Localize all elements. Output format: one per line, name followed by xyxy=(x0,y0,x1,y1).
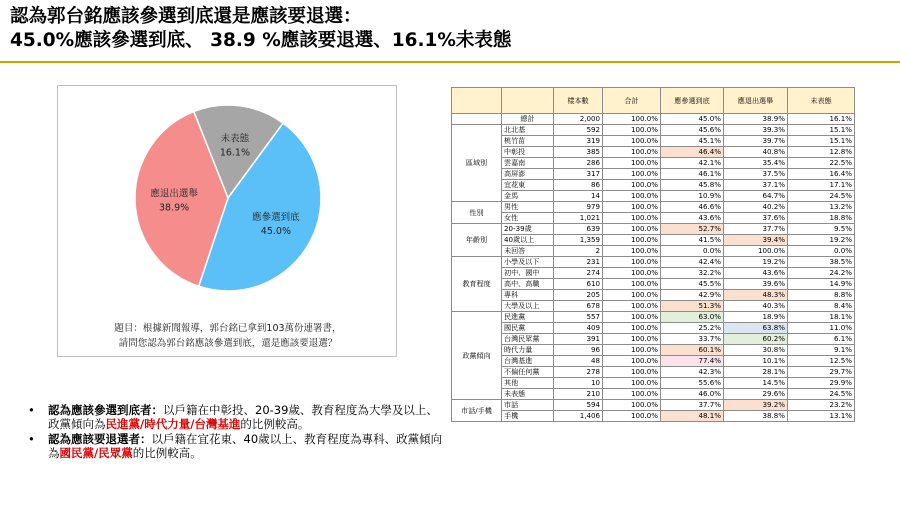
table-cell: 100.0% xyxy=(603,356,661,367)
header-blank xyxy=(452,88,502,114)
table-cell: 231 xyxy=(554,257,603,268)
table-cell: 40.8% xyxy=(724,147,788,158)
table-cell: 319 xyxy=(554,136,603,147)
table-cell: 24.2% xyxy=(788,268,855,279)
table-row xyxy=(452,158,855,169)
row-label: 初中、國中 xyxy=(502,268,554,279)
table-cell: 0.0% xyxy=(661,246,724,257)
table-cell: 46.1% xyxy=(661,169,724,180)
finding-text-end: 的比例較高。 xyxy=(240,416,310,431)
table-cell: 592 xyxy=(554,125,603,136)
finding-item xyxy=(28,404,448,431)
table-cell: 1,406 xyxy=(554,411,603,422)
table-cell: 10.9% xyxy=(661,191,724,202)
row-label: 雲嘉南 xyxy=(502,158,554,169)
table-cell: 46.6% xyxy=(661,202,724,213)
table-cell: 29.6% xyxy=(724,389,788,400)
row-label: 男性 xyxy=(502,202,554,213)
table-cell: 60.1% xyxy=(661,345,724,356)
table-cell: 100.0% xyxy=(603,235,661,246)
table-cell: 100.0% xyxy=(603,180,661,191)
table-cell: 51.3% xyxy=(661,301,724,312)
table-cell: 10 xyxy=(554,378,603,389)
table-cell: 385 xyxy=(554,147,603,158)
table-cell: 100.0% xyxy=(603,367,661,378)
table-cell: 32.2% xyxy=(661,268,724,279)
table-cell: 18.9% xyxy=(724,312,788,323)
table-cell: 63.0% xyxy=(661,312,724,323)
table-cell: 42.3% xyxy=(661,367,724,378)
table-cell: 37.5% xyxy=(724,169,788,180)
table-cell: 100.0% xyxy=(603,158,661,169)
table-cell: 274 xyxy=(554,268,603,279)
table-row xyxy=(452,301,855,312)
table-cell: 100.0% xyxy=(603,147,661,158)
column-header: 應參選到底 xyxy=(661,88,724,114)
table-row xyxy=(452,235,855,246)
table-cell: 594 xyxy=(554,400,603,411)
table-cell: 100.0% xyxy=(603,202,661,213)
table-row xyxy=(452,334,855,345)
table-cell: 557 xyxy=(554,312,603,323)
group-label: 政黨傾向 xyxy=(452,312,502,400)
row-label: 桃竹苗 xyxy=(502,136,554,147)
table-cell: 45.8% xyxy=(661,180,724,191)
table-cell: 210 xyxy=(554,389,603,400)
row-label: 高中、高職 xyxy=(502,279,554,290)
table-cell: 678 xyxy=(554,301,603,312)
table-cell: 52.7% xyxy=(661,224,724,235)
row-label: 大學及以上 xyxy=(502,301,554,312)
slide-title-line1: 認為郭台銘應該參選到底還是應該要退選： xyxy=(10,6,362,27)
finding-text: 以戶籍在中彰投、20-39歲、教育程度為大學及以上、 政黨傾向為 xyxy=(48,403,438,431)
table-cell: 12.5% xyxy=(788,356,855,367)
table-row xyxy=(452,169,855,180)
table-row xyxy=(452,268,855,279)
table-cell: 100.0% xyxy=(603,169,661,180)
header-blank xyxy=(502,88,554,114)
table-row xyxy=(452,147,855,158)
row-label: 台灣基進 xyxy=(502,356,554,367)
table-cell: 12.8% xyxy=(788,147,855,158)
table-cell: 639 xyxy=(554,224,603,235)
pie-slice-value: 45.0% xyxy=(260,225,291,237)
table-cell: 100.0% xyxy=(603,136,661,147)
table-cell: 13.2% xyxy=(788,202,855,213)
table-cell: 100.0% xyxy=(603,213,661,224)
column-header: 應退出選舉 xyxy=(724,88,788,114)
pie-slice-label: 應退出選舉 xyxy=(150,188,198,200)
question-note-line2: 請問您認為郭台銘應該參選到底，還是應該要退選？ xyxy=(118,338,338,349)
table-cell: 86 xyxy=(554,180,603,191)
table-cell: 286 xyxy=(554,158,603,169)
bullet: • xyxy=(28,403,35,417)
table-cell: 41.5% xyxy=(661,235,724,246)
table-cell: 38.8% xyxy=(724,411,788,422)
table-cell: 46.0% xyxy=(661,389,724,400)
table-cell: 14 xyxy=(554,191,603,202)
table-cell: 60.2% xyxy=(724,334,788,345)
row-label: 20-39歲 xyxy=(502,224,554,235)
table-row xyxy=(452,136,855,147)
table-cell: 278 xyxy=(554,367,603,378)
bullet: • xyxy=(28,432,35,446)
table-cell: 64.7% xyxy=(724,191,788,202)
row-label: 小學及以下 xyxy=(502,257,554,268)
table-cell: 29.7% xyxy=(788,367,855,378)
table-row xyxy=(452,246,855,257)
table-cell: 9.1% xyxy=(788,345,855,356)
table-row xyxy=(452,290,855,301)
table-cell: 100.0% xyxy=(603,125,661,136)
table-cell: 14.5% xyxy=(724,378,788,389)
table-cell: 100.0% xyxy=(603,114,661,125)
table-cell: 19.2% xyxy=(724,257,788,268)
table-cell: 2,000 xyxy=(554,114,603,125)
table-cell: 100.0% xyxy=(603,345,661,356)
row-label: 時代力量 xyxy=(502,345,554,356)
table-cell: 100.0% xyxy=(603,378,661,389)
row-label: 不偏任何黨 xyxy=(502,367,554,378)
table-cell: 18.8% xyxy=(788,213,855,224)
table-cell: 100.0% xyxy=(724,246,788,257)
row-label: 國民黨 xyxy=(502,323,554,334)
row-label: 宜花東 xyxy=(502,180,554,191)
table-row xyxy=(452,411,855,422)
table-row xyxy=(452,191,855,202)
group-label: 區域別 xyxy=(452,125,502,202)
group-label: 教育程度 xyxy=(452,257,502,312)
table-cell: 28.1% xyxy=(724,367,788,378)
table-cell: 46.4% xyxy=(661,147,724,158)
table-cell: 29.9% xyxy=(788,378,855,389)
table-cell: 6.1% xyxy=(788,334,855,345)
table-row xyxy=(452,257,855,268)
table-cell: 18.1% xyxy=(788,312,855,323)
group-label: 性別 xyxy=(452,202,502,224)
row-label: 總計 xyxy=(502,114,554,125)
table-cell: 100.0% xyxy=(603,400,661,411)
table-cell: 8.8% xyxy=(788,290,855,301)
table-cell: 48.1% xyxy=(661,411,724,422)
table-cell: 15.1% xyxy=(788,136,855,147)
table-cell: 391 xyxy=(554,334,603,345)
table-cell: 25.2% xyxy=(661,323,724,334)
table-cell: 205 xyxy=(554,290,603,301)
table-cell: 38.9% xyxy=(724,114,788,125)
table-cell: 48 xyxy=(554,356,603,367)
crosstab-table xyxy=(451,87,855,422)
table-cell: 96 xyxy=(554,345,603,356)
pie-slice-value: 38.9% xyxy=(158,202,190,214)
table-cell: 22.5% xyxy=(788,158,855,169)
table-cell: 55.6% xyxy=(661,378,724,389)
table-row-total xyxy=(452,114,855,125)
table-cell: 100.0% xyxy=(603,268,661,279)
table-cell: 100.0% xyxy=(603,279,661,290)
table-cell: 16.4% xyxy=(788,169,855,180)
table-cell: 1,021 xyxy=(554,213,603,224)
table-row xyxy=(452,180,855,191)
table-cell: 37.7% xyxy=(661,400,724,411)
table-cell: 43.6% xyxy=(724,268,788,279)
table-cell: 2 xyxy=(554,246,603,257)
finding-text: 以戶籍在宜花東、40歲以上、教育程度為專科、政黨傾向為 xyxy=(48,432,443,460)
table-row xyxy=(452,356,855,367)
table-cell: 42.4% xyxy=(661,257,724,268)
header-divider xyxy=(0,61,900,63)
row-label: 其他 xyxy=(502,378,554,389)
table-cell: 39.4% xyxy=(724,235,788,246)
table-cell: 1,359 xyxy=(554,235,603,246)
table-cell: 33.7% xyxy=(661,334,724,345)
column-header: 未表態 xyxy=(788,88,855,114)
table-cell: 39.7% xyxy=(724,136,788,147)
table-cell: 100.0% xyxy=(603,312,661,323)
table-cell: 39.2% xyxy=(724,400,788,411)
table-row xyxy=(452,323,855,334)
table-cell: 100.0% xyxy=(603,191,661,202)
table-row xyxy=(452,213,855,224)
table-cell: 40.3% xyxy=(724,301,788,312)
findings-list xyxy=(28,404,448,462)
table-cell: 39.6% xyxy=(724,279,788,290)
table-row xyxy=(452,367,855,378)
table-row xyxy=(452,125,855,136)
table-cell: 37.6% xyxy=(724,213,788,224)
table-cell: 13.1% xyxy=(788,411,855,422)
table-cell: 8.4% xyxy=(788,301,855,312)
table-cell: 48.3% xyxy=(724,290,788,301)
table-cell: 42.1% xyxy=(661,158,724,169)
row-label: 手機 xyxy=(502,411,554,422)
table-cell: 37.7% xyxy=(724,224,788,235)
row-label: 市話 xyxy=(502,400,554,411)
table-cell: 100.0% xyxy=(603,257,661,268)
table-cell: 17.1% xyxy=(788,180,855,191)
table-cell: 77.4% xyxy=(661,356,724,367)
table-row xyxy=(452,202,855,213)
table-cell: 35.4% xyxy=(724,158,788,169)
table-cell: 63.8% xyxy=(724,323,788,334)
table-cell: 610 xyxy=(554,279,603,290)
row-label: 高屏澎 xyxy=(502,169,554,180)
table-row xyxy=(452,400,855,411)
table-cell: 100.0% xyxy=(603,334,661,345)
group-label: 市話/手機 xyxy=(452,400,502,422)
table-cell: 14.9% xyxy=(788,279,855,290)
row-label: 金馬 xyxy=(502,191,554,202)
table-row xyxy=(452,389,855,400)
table-cell: 9.5% xyxy=(788,224,855,235)
table-cell: 43.6% xyxy=(661,213,724,224)
table-cell: 100.0% xyxy=(603,290,661,301)
table-cell: 24.5% xyxy=(788,389,855,400)
table-row xyxy=(452,312,855,323)
row-label: 未表態 xyxy=(502,389,554,400)
table-row xyxy=(452,279,855,290)
finding-highlight: 民進黨/時代力量/台灣基進 xyxy=(105,416,241,431)
row-label: 女性 xyxy=(502,213,554,224)
table-cell: 38.5% xyxy=(788,257,855,268)
group-blank xyxy=(452,114,502,125)
finding-highlight: 國民黨/民眾黨 xyxy=(59,445,133,460)
finding-bold: 認為應該要退選者： xyxy=(48,432,152,446)
table-cell: 15.1% xyxy=(788,125,855,136)
table-cell: 100.0% xyxy=(603,389,661,400)
pie-slice-label: 應參選到底 xyxy=(252,211,300,223)
pie-chart xyxy=(58,86,398,321)
table-cell: 45.6% xyxy=(661,125,724,136)
row-label: 民進黨 xyxy=(502,312,554,323)
table-cell: 16.1% xyxy=(788,114,855,125)
table-cell: 0.0% xyxy=(788,246,855,257)
table-cell: 19.2% xyxy=(788,235,855,246)
table-cell: 37.1% xyxy=(724,180,788,191)
table-cell: 100.0% xyxy=(603,301,661,312)
pie-chart-panel xyxy=(57,85,397,357)
table-cell: 23.2% xyxy=(788,400,855,411)
table-cell: 40.2% xyxy=(724,202,788,213)
table-cell: 42.9% xyxy=(661,290,724,301)
table-cell: 10.1% xyxy=(724,356,788,367)
table-cell: 979 xyxy=(554,202,603,213)
column-header: 樣本數 xyxy=(554,88,603,114)
question-note xyxy=(58,321,398,351)
finding-text-end: 的比例較高。 xyxy=(132,445,202,460)
row-label: 未回答 xyxy=(502,246,554,257)
table-header-row xyxy=(452,88,855,114)
table-row xyxy=(452,224,855,235)
table-cell: 30.8% xyxy=(724,345,788,356)
slide-title-line2: 45.0%應該參選到底、 38.9 %應該要退選、16.1%未表態 xyxy=(10,30,512,51)
table-cell: 100.0% xyxy=(603,323,661,334)
table-cell: 45.5% xyxy=(661,279,724,290)
table-cell: 39.3% xyxy=(724,125,788,136)
table-row xyxy=(452,378,855,389)
table-cell: 317 xyxy=(554,169,603,180)
table-cell: 11.0% xyxy=(788,323,855,334)
row-label: 專科 xyxy=(502,290,554,301)
table-cell: 100.0% xyxy=(603,246,661,257)
finding-bold: 認為應該參選到底者： xyxy=(48,403,163,417)
column-header: 合計 xyxy=(603,88,661,114)
row-label: 40歲以上 xyxy=(502,235,554,246)
table-row xyxy=(452,345,855,356)
row-label: 北北基 xyxy=(502,125,554,136)
table-cell: 45.1% xyxy=(661,136,724,147)
table-cell: 100.0% xyxy=(603,411,661,422)
table-cell: 24.5% xyxy=(788,191,855,202)
table-cell: 409 xyxy=(554,323,603,334)
finding-item xyxy=(28,433,448,460)
row-label: 中彰投 xyxy=(502,147,554,158)
slide-header xyxy=(10,5,890,53)
group-label: 年齡別 xyxy=(452,224,502,257)
pie-slice-label: 未表態 xyxy=(220,133,250,145)
question-note-line1: 題目：根據新聞報導，郭台銘已拿到103萬份連署書， xyxy=(114,323,342,334)
table-cell: 100.0% xyxy=(603,224,661,235)
table-cell: 45.0% xyxy=(661,114,724,125)
row-label: 台灣民眾黨 xyxy=(502,334,554,345)
pie-slice-value: 16.1% xyxy=(219,147,251,159)
